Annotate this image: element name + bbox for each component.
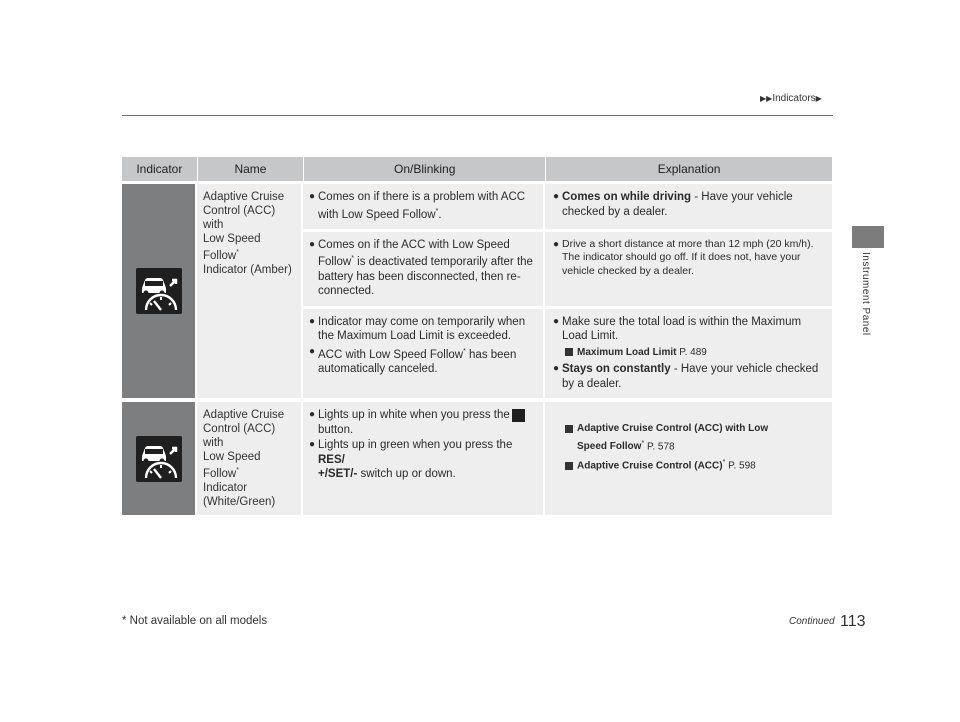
page-number: 113 [840, 613, 866, 630]
explanation-cell: ● Make sure the total load is within the Maximum Load Limit. Maximum Load Limit P. 489 ● Stays on constantly - Have your vehicle checked by a dealer. [545, 309, 832, 399]
indicators-table [122, 157, 832, 515]
cross-reference-link[interactable]: Adaptive Cruise Control (ACC) with Low Speed Follow* P. 578 [553, 422, 824, 454]
col-header-name: Name [198, 157, 305, 181]
col-header-explanation: Explanation [657, 162, 721, 176]
table-row [122, 184, 832, 398]
explanation-cell: ● Comes on while driving - Have your vehicle checked by a dealer. [553, 191, 793, 218]
footnote: * Not available on all models [122, 615, 268, 627]
acc-button-icon [512, 409, 525, 422]
cross-reference-link[interactable]: Maximum Load Limit P. 489 [553, 346, 824, 361]
acc-low-speed-follow-icon [136, 268, 182, 314]
on-blinking-cell: ● Lights up in white when you press the button. ● Lights up in green when you press the RES/ +/SET/- switch up or down. [303, 402, 545, 515]
continued-label: Continued [789, 616, 835, 627]
on-blinking-cell: ● Comes on if the ACC with Low Speed Follow* is deactivated temporarily after the battery has been disconnected, then re- connected. [303, 232, 545, 306]
section-label: Instrument Panel [860, 252, 871, 336]
sub-row [303, 309, 832, 399]
row-subcells [303, 184, 832, 398]
indicator-name [197, 402, 303, 515]
name-line: Indicator [203, 481, 248, 494]
header-rule [122, 115, 833, 116]
explanation-cell [545, 402, 832, 515]
reference-arrow-icon [565, 425, 573, 433]
table-row [122, 402, 832, 515]
explanation-cell: ● Drive a short distance at more than 12 mph (20 km/h). The indicator should go off. If it does not, have your vehicle checked by a dealer. [553, 237, 814, 277]
name-line: Indicator (Amber) [203, 263, 292, 276]
acc-low-speed-follow-icon [136, 436, 182, 482]
sub-row [303, 232, 832, 306]
name-line: Adaptive Cruise [203, 191, 285, 203]
on-blinking-cell: ● Indicator may come on temporarily when the Maximum Load Limit is exceeded. ● ACC with Low Speed Follow* has been automatically canceled. [303, 309, 545, 399]
reference-arrow-icon [565, 348, 573, 356]
reference-arrow-icon [565, 462, 573, 470]
table-header [122, 157, 832, 181]
header-arrows-icon: ▶▶ [760, 94, 773, 103]
name-line: (White/Green) [203, 495, 276, 508]
indicator-cell [122, 184, 197, 398]
cross-reference-link[interactable]: Adaptive Cruise Control (ACC)* P. 598 [553, 456, 824, 474]
name-line: Low Speed Follow* [203, 233, 261, 262]
col-header-on-blinking: On/Blinking [304, 157, 546, 181]
on-blinking-cell: ● Comes on if there is a problem with ACC with Low Speed Follow*. [303, 184, 545, 229]
header-title: Indicators [772, 93, 816, 104]
sub-row [303, 184, 832, 229]
name-line: Adaptive Cruise [203, 409, 285, 422]
indicator-cell [122, 402, 197, 515]
sub-row [303, 402, 832, 515]
asterisk: * [236, 249, 239, 256]
name-line: Control (ACC) with [203, 205, 276, 231]
section-tab [852, 226, 884, 248]
name-line: Low Speed Follow* [203, 451, 261, 480]
indicator-name [197, 184, 303, 398]
col-header-indicator: Indicator [122, 157, 198, 181]
header-arrow-end-icon: ▶ [815, 94, 822, 103]
name-line: Control (ACC) with [203, 423, 276, 450]
running-header [760, 93, 822, 104]
